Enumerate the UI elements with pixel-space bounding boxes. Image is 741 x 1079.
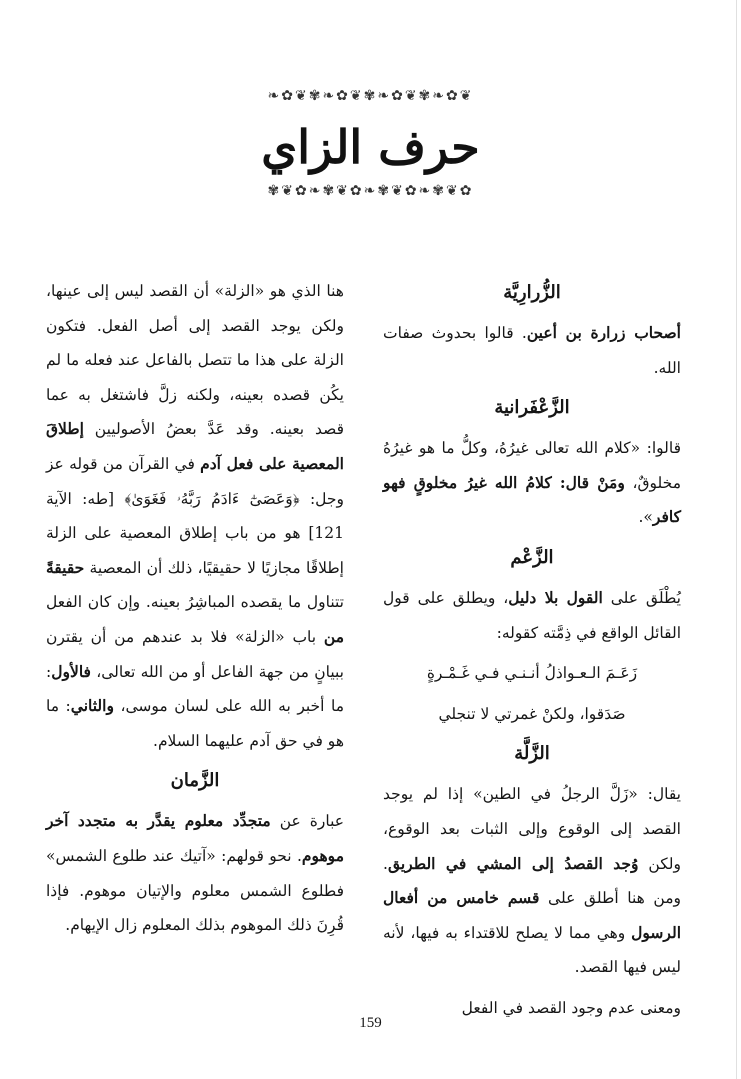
bold-text: إطلاقَ المعصية على فعل آدم: [46, 419, 344, 473]
text-span: تتناول ما يقصده المباشِرُ بعينه. وإن كان الفعل: [46, 593, 344, 612]
bottom-ornament: ✾❦✿❧✾❦✿❧✾❦✿❧✾❦✿: [267, 183, 474, 199]
text-span: . ومن هنا أطلق على: [383, 854, 681, 908]
page-edge: [736, 0, 737, 1079]
poetry-verse-1: زَعَـمَ الـعـواذلُ أنـنـي فـي غَـمْـرةٍ: [426, 664, 638, 683]
top-ornament: ❧✿❦✾❧✿❦✾❧✿❦✾❧✿❦: [267, 88, 474, 104]
entry-heading-zalla: الزَّلَّة: [514, 743, 550, 765]
entry-heading-zaam: الزَّعْم: [510, 546, 554, 568]
bold-text: أصحاب زرارة بن أعين: [526, 323, 681, 342]
bold-text: متجدِّد معلوم يقدَّر به متجدد آخر موهوم: [46, 811, 344, 865]
text-span: يقال: «زَلَّ الرجلُ في الطين» إذا لم يوجد القصد إلى الوقوع وإلى الثبات بعد الوقوع، ولكن: [383, 785, 681, 873]
text-span: ، ويطلق على قول القائل الواقع في ذِمَّته كقوله:: [383, 588, 681, 642]
text-span: هنا الذي هو «الزلة» أن القصد ليس إلى عينها، ولكن يوجد القصد إلى أصل الفعل. فتكون الزلة على هذا ما تتصل بالفاعل عند فعله ما لم يكُن قصده بعينه، ولكنه زلَّ فاشتغل به عما قصد بعينه. وقد عَدَّ بعضُ الأصوليين: [46, 282, 344, 439]
entry-text-zalla-continued: ومعنى عدم وجود القصد في الفعل: [461, 998, 681, 1017]
bold-text: القول بلا دليل: [508, 587, 603, 607]
entry-text-zaam: [383, 581, 681, 650]
text-span: في القرآن من قوله عز وجل: ﴿وَعَصَىٰٓ ءَادَمُ رَبَّهُۥ فَغَوَىٰ﴾ [طه: الآية 121] هو من باب إطلاق المعصية على الزلة إطلاقًا مجازيًا لا حقيقيًا، ذلك أن المعصية: [46, 454, 344, 577]
poetry-verse-2: صَدَقوا، ولكنْ غمرتي لا تنجلي: [438, 704, 626, 723]
text-span: . نحو قولهم: «آتيك عند طلوع الشمس» فطلوع الشمس معلوم والإتيان موهوم. فإذا قُرِنَ ذلك الموهوم بذلك المعلوم زال الإيهام.: [46, 846, 344, 935]
entry-text-zalla: [383, 777, 681, 985]
text-span: ».: [638, 508, 653, 527]
text-span: يُطْلَق على: [602, 588, 681, 607]
bold-text: ومَنْ قال: كلامُ الله غيرُ مخلوقٍ فهو كافر: [383, 472, 681, 527]
left-column: [46, 274, 344, 949]
entry-text-zaman: [46, 804, 344, 942]
right-column: [383, 274, 681, 1032]
text-span: : ما هو في حق آدم عليهما السلام.: [46, 697, 344, 750]
bold-text: فالأول: [51, 661, 91, 681]
text-span: وهي مما لا يصلح للاقتداء به فيها، لأنه ليس فيها القصد.: [383, 923, 681, 977]
chapter-title: حرف الزاي: [261, 120, 480, 174]
bold-text: من: [323, 626, 344, 646]
text-span: عبارة عن: [270, 812, 345, 831]
entry-heading-zaman: الزَّمان: [170, 770, 220, 792]
entry-text-zaafaraniyya: [383, 431, 681, 535]
bold-text: وُجد القصدُ إلى المشي في الطريق: [387, 853, 639, 873]
text-span: . قالوا بحدوث صفات الله.: [383, 324, 681, 377]
bold-text: حقيقةً: [46, 557, 85, 577]
text-span: باب «الزلة» فلا بد عندهم من أن يقترن ببيانٍ من جهة الفاعل أو من الله تعالى،: [46, 627, 344, 681]
continuation-text: [46, 274, 344, 758]
entry-heading-zurariyya: الزُّرارِيَّة: [503, 282, 561, 303]
entry-heading-zaafaraniyya: الزَّعْفَرانية: [494, 397, 570, 419]
page-number: 159: [359, 1015, 382, 1031]
text-span: : ما أخبر به الله على لسان موسى،: [46, 662, 344, 716]
entry-text-zurariyya: [383, 316, 681, 385]
text-span: قالوا: «كلام الله تعالى غيرُهُ، وكلُّ ما هو غيرُهُ مخلوقٌ،: [383, 439, 681, 492]
bold-text: قسم خامس من أفعال الرسول: [383, 888, 681, 942]
bold-text: والثاني: [70, 696, 114, 716]
title-block: [0, 112, 741, 182]
